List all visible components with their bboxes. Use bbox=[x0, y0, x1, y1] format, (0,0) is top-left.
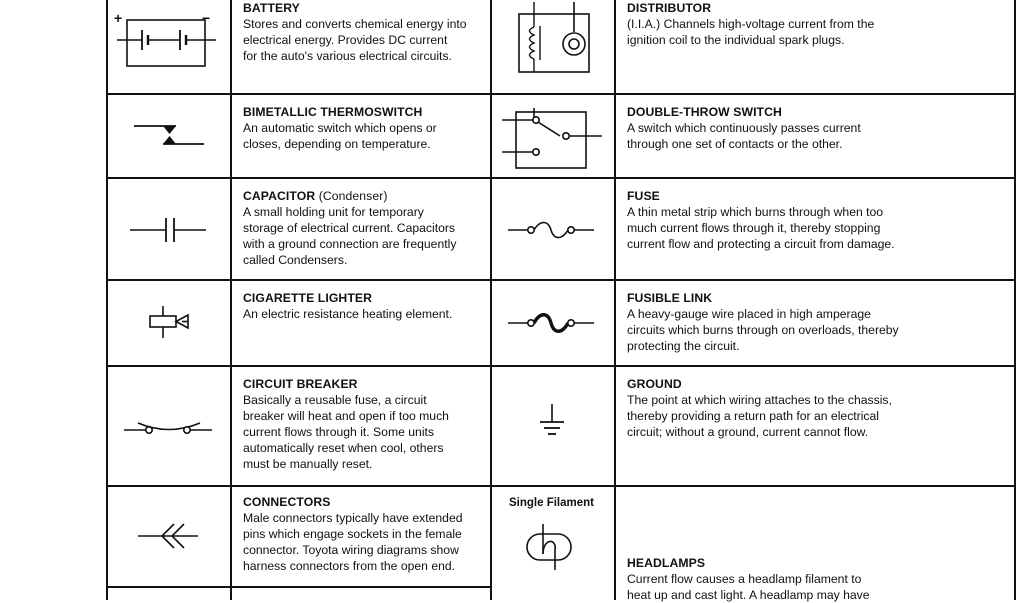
battery-desc-line: for the auto's various electrical circuits. bbox=[243, 49, 452, 64]
circuit-breaker-desc-line: Basically a reusable fuse, a circuit bbox=[243, 393, 427, 408]
circuit-breaker-desc-line: breaker will heat and open if too much bbox=[243, 409, 449, 424]
ground-desc-line: thereby providing a return path for an electrical bbox=[627, 409, 880, 424]
fusible-link-title: FUSIBLE LINK bbox=[627, 291, 713, 305]
thermoswitch-symbol-icon bbox=[128, 116, 208, 156]
headlamps-desc-line: heat up and cast light. A headlamp may have bbox=[627, 588, 870, 603]
distributor-title: DISTRIBUTOR bbox=[627, 1, 712, 15]
fuse-symbol-icon bbox=[508, 218, 594, 242]
battery-desc-line: Stores and converts chemical energy into bbox=[243, 17, 467, 32]
fuse-desc-line: much current flows through it, thereby stopping bbox=[627, 221, 881, 236]
row-divider bbox=[106, 586, 492, 588]
row-divider bbox=[106, 365, 1016, 367]
thermoswitch-title: BIMETALLIC THERMOSWITCH bbox=[243, 105, 423, 119]
battery-plus-sign: + bbox=[114, 10, 123, 26]
capacitor-desc-line: storage of electrical current. Capacitors bbox=[243, 221, 456, 236]
capacitor-title-sub: (Condenser) bbox=[315, 189, 388, 203]
thermoswitch-text bbox=[243, 104, 437, 152]
fusible-link-symbol-icon bbox=[508, 311, 594, 335]
circuit-breaker-desc-line: must be manually reset. bbox=[243, 457, 373, 472]
ground-title: GROUND bbox=[627, 377, 682, 391]
cigarette-lighter-symbol-icon bbox=[144, 304, 194, 340]
battery-desc-line: electrical energy. Provides DC current bbox=[243, 33, 448, 48]
double-throw-switch-text bbox=[627, 104, 861, 152]
distributor-text bbox=[627, 0, 874, 48]
fuse-title: FUSE bbox=[627, 189, 660, 203]
connectors-desc-line: harness connectors from the open end. bbox=[243, 559, 456, 574]
distributor-desc-line: (I.I.A.) Channels high-voltage current from the bbox=[627, 17, 875, 32]
grid-line-col1 bbox=[230, 0, 232, 600]
ground-symbol-icon bbox=[537, 402, 567, 442]
ground-text bbox=[627, 376, 892, 440]
grid-line-right bbox=[1014, 0, 1016, 600]
capacitor-text bbox=[243, 188, 456, 268]
circuit-breaker-symbol-icon bbox=[124, 414, 214, 442]
capacitor-desc-line: with a ground connection are frequently bbox=[243, 237, 457, 252]
double-throw-switch-desc-line: A switch which continuously passes current bbox=[627, 121, 861, 136]
circuit-breaker-title: CIRCUIT BREAKER bbox=[243, 377, 358, 391]
cigarette-lighter-text bbox=[243, 290, 452, 322]
grid-line-left bbox=[106, 0, 108, 600]
double-throw-switch-desc-line: through one set of contacts or the other. bbox=[627, 137, 843, 152]
connectors-text bbox=[243, 494, 463, 574]
connectors-desc-line: connector. Toyota wiring diagrams show bbox=[243, 543, 459, 558]
cigarette-lighter-desc-line: An electric resistance heating element. bbox=[243, 307, 453, 322]
fuse-desc-line: current flow and protecting a circuit from damage. bbox=[627, 237, 895, 252]
capacitor-desc-line: A small holding unit for temporary bbox=[243, 205, 424, 220]
fusible-link-text bbox=[627, 290, 899, 354]
row-divider bbox=[106, 485, 1016, 487]
distributor-symbol-icon bbox=[504, 2, 604, 82]
battery-text bbox=[243, 0, 467, 64]
single-filament-label: Single Filament bbox=[509, 497, 594, 509]
double-throw-switch-symbol-icon bbox=[502, 100, 602, 176]
capacitor-symbol-icon bbox=[130, 215, 210, 245]
headlamps-desc-line: Current flow causes a headlamp filament to bbox=[627, 572, 862, 587]
fusible-link-desc-line: protecting the circuit. bbox=[627, 339, 740, 354]
battery-title: BATTERY bbox=[243, 1, 300, 15]
fusible-link-desc-line: circuits which burns through on overloads, thereby bbox=[627, 323, 899, 338]
circuit-breaker-text bbox=[243, 376, 449, 473]
headlamps-text bbox=[627, 555, 870, 603]
fuse-text bbox=[627, 188, 895, 252]
thermoswitch-desc-line: closes, depending on temperature. bbox=[243, 137, 431, 152]
connectors-title: CONNECTORS bbox=[243, 495, 331, 509]
grid-line-col3 bbox=[614, 0, 616, 600]
row-divider bbox=[106, 177, 1016, 179]
connectors-desc-line: pins which engage sockets in the female bbox=[243, 527, 462, 542]
capacitor-title: CAPACITOR (Condenser) bbox=[243, 189, 388, 203]
headlamps-title: HEADLAMPS bbox=[627, 556, 706, 570]
circuit-breaker-desc-line: current flows through it. Some units bbox=[243, 425, 435, 440]
row-divider bbox=[106, 93, 1016, 95]
ground-desc-line: circuit; without a ground, current cannot flow. bbox=[627, 425, 869, 440]
fuse-desc-line: A thin metal strip which burns through when too bbox=[627, 205, 884, 220]
double-throw-switch-title: DOUBLE-THROW SWITCH bbox=[627, 105, 782, 119]
grid-line-col2 bbox=[490, 0, 492, 600]
row-divider bbox=[106, 279, 1016, 281]
connectors-desc-line: Male connectors typically have extended bbox=[243, 511, 463, 526]
battery-minus-sign: − bbox=[202, 10, 211, 26]
capacitor-desc-line: called Condensers. bbox=[243, 253, 348, 268]
thermoswitch-desc-line: An automatic switch which opens or bbox=[243, 121, 437, 136]
fusible-link-desc-line: A heavy-gauge wire placed in high amperage bbox=[627, 307, 871, 322]
ground-desc-line: The point at which wiring attaches to the chassis, bbox=[627, 393, 892, 408]
headlamp-single-filament-icon bbox=[524, 524, 574, 570]
circuit-breaker-desc-line: automatically reset when cool, others bbox=[243, 441, 444, 456]
distributor-desc-line: ignition coil to the individual spark plugs. bbox=[627, 33, 845, 48]
connector-symbol-icon bbox=[138, 520, 202, 552]
cigarette-lighter-title: CIGARETTE LIGHTER bbox=[243, 291, 372, 305]
